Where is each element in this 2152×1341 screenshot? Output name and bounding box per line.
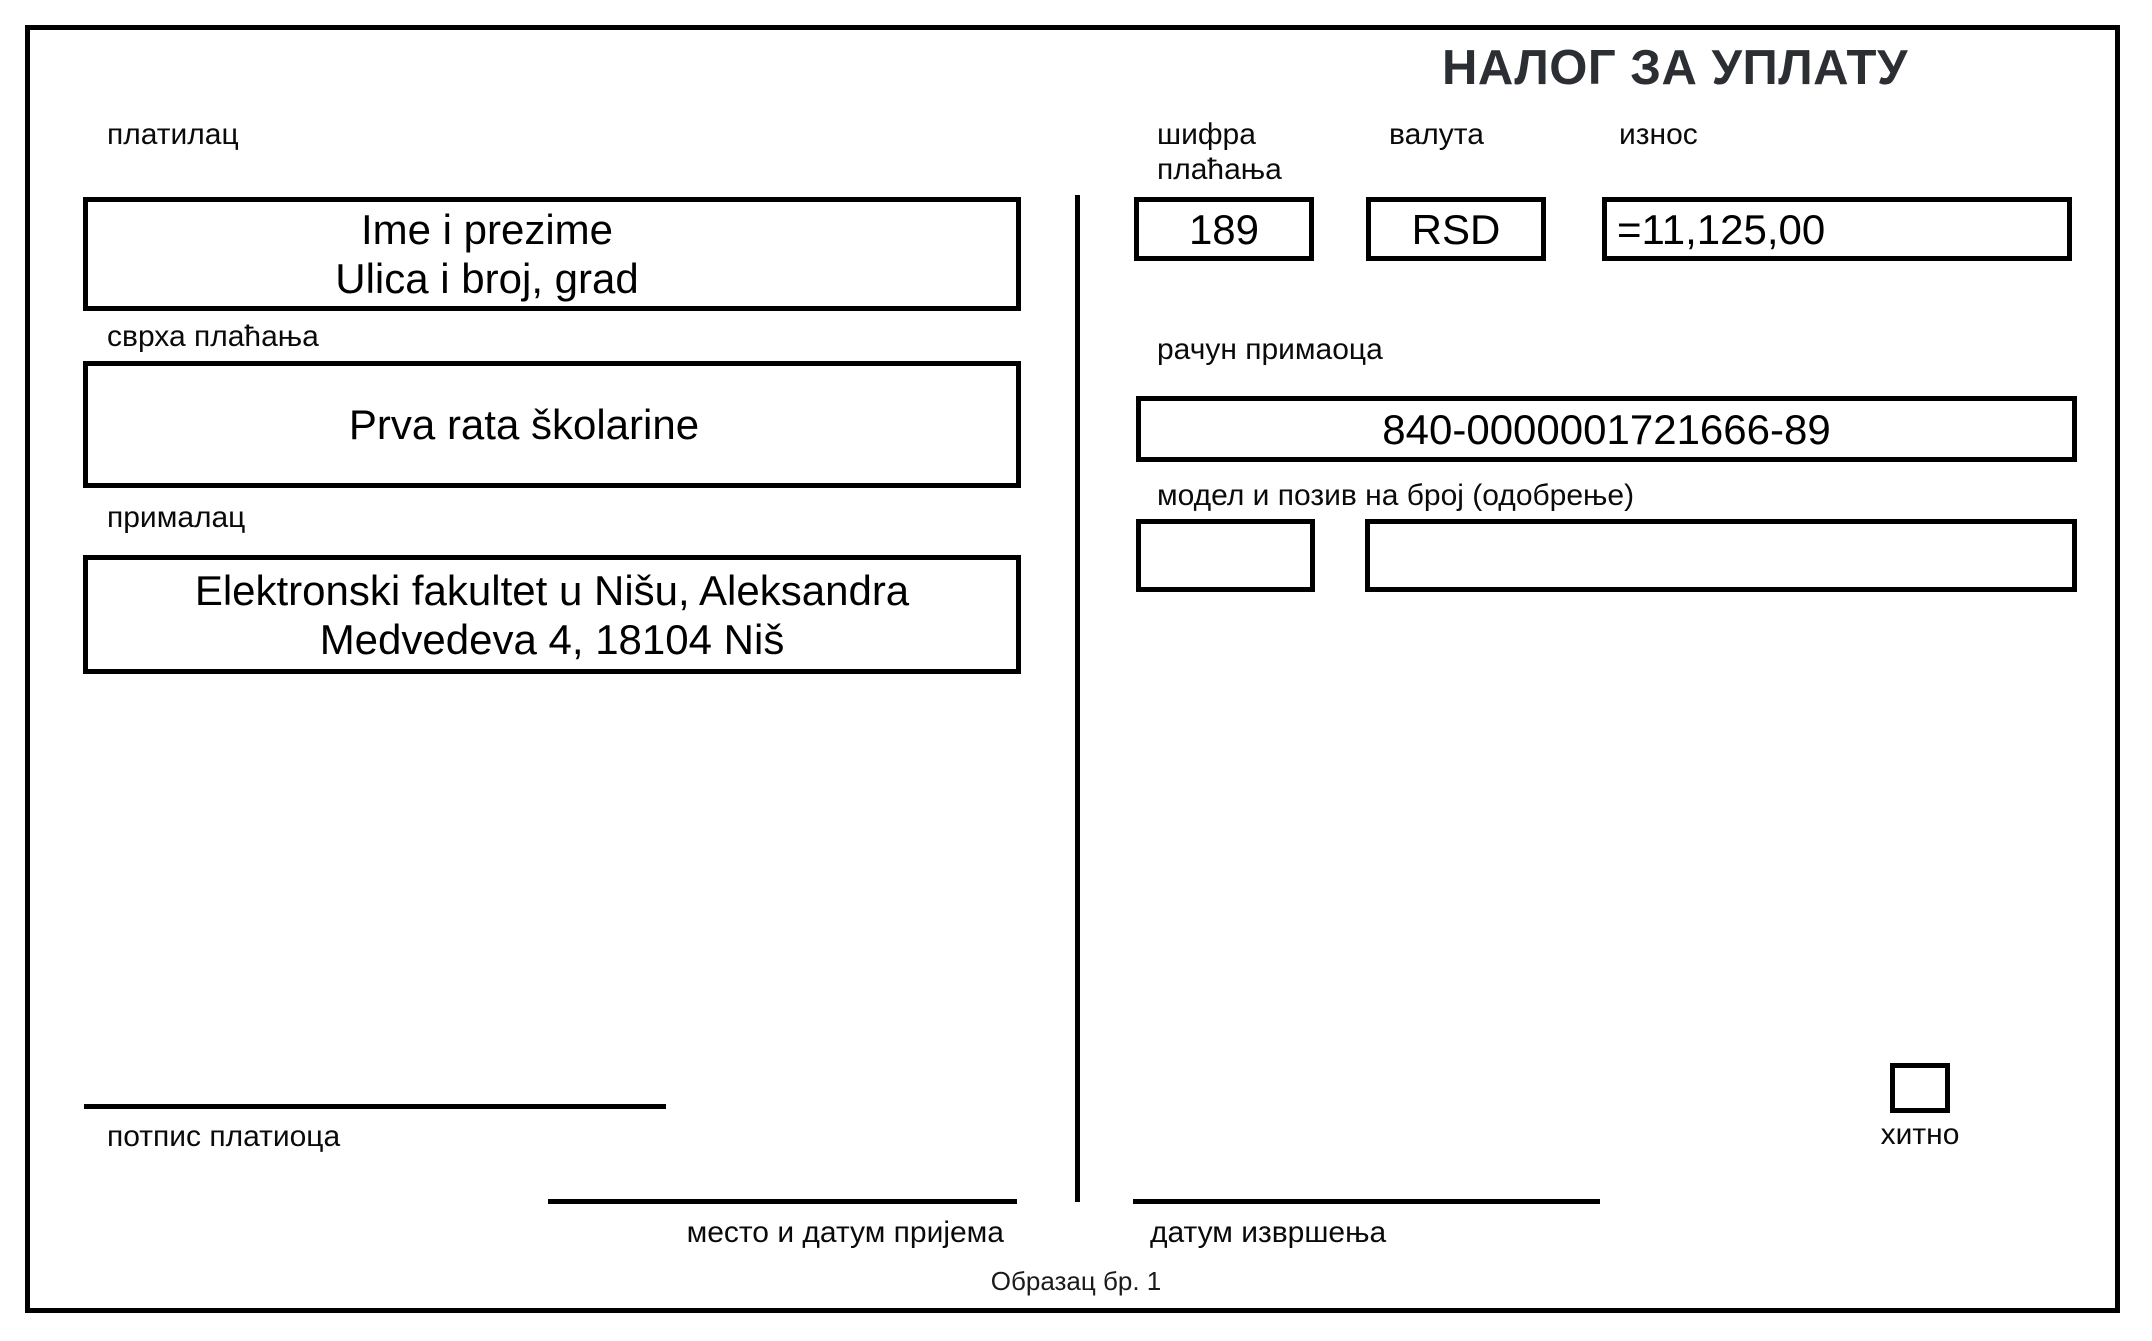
urgent-label: хитно [1880,1118,1960,1151]
payer-label: платилац [107,118,239,151]
model-reference-label: модел и позив на број (одобрење) [1157,479,1635,512]
payment-code-label: шифра плаћања [1157,118,1282,186]
recipient-line-1: Elektronski fakultet u Nišu, Aleksandra [194,566,910,614]
currency-value: RSD [1411,205,1501,253]
currency-field[interactable] [1366,197,1546,261]
purpose-value: Prva rata školarine [348,401,700,448]
model-field[interactable] [1136,519,1315,592]
form-number-note: Образац бр. 1 [990,1266,1162,1296]
amount-value: =11,125,00 [1617,205,1826,253]
urgent-checkbox[interactable] [1890,1063,1950,1113]
purpose-field[interactable] [83,361,1021,488]
payer-field[interactable] [83,197,1021,311]
purpose-label: сврха плаћања [107,320,319,353]
amount-label: износ [1619,118,1698,151]
reference-number-field[interactable] [1365,519,2077,592]
recipient-label: прималац [107,501,246,534]
recipient-line-2: Medvedeva 4, 18104 Niš [319,615,785,663]
execution-date-label: датум извршења [1150,1216,1387,1249]
payment-code-field[interactable] [1134,197,1314,261]
recipient-account-label: рачун примаоца [1157,333,1383,366]
payer-line-1: Ime i prezime [360,206,614,253]
payer-line-2: Ulica i broj, grad [335,255,639,302]
currency-label: валута [1389,118,1484,151]
amount-field[interactable] [1602,197,2072,261]
execution-date-line [1133,1199,1600,1204]
column-divider-line [1075,195,1080,1202]
recipient-account-value: 840-0000001721666-89 [1382,405,1831,453]
recipient-account-field[interactable] [1136,396,2077,462]
form-title: НАЛОГ ЗА УПЛАТУ [1442,41,1908,95]
place-date-label: место и датум пријема [686,1216,1004,1249]
signature-line [84,1104,666,1109]
signature-label: потпис платиоца [107,1120,341,1153]
recipient-field[interactable] [83,555,1021,674]
payment-code-value: 189 [1188,205,1260,253]
place-date-line [548,1199,1017,1204]
